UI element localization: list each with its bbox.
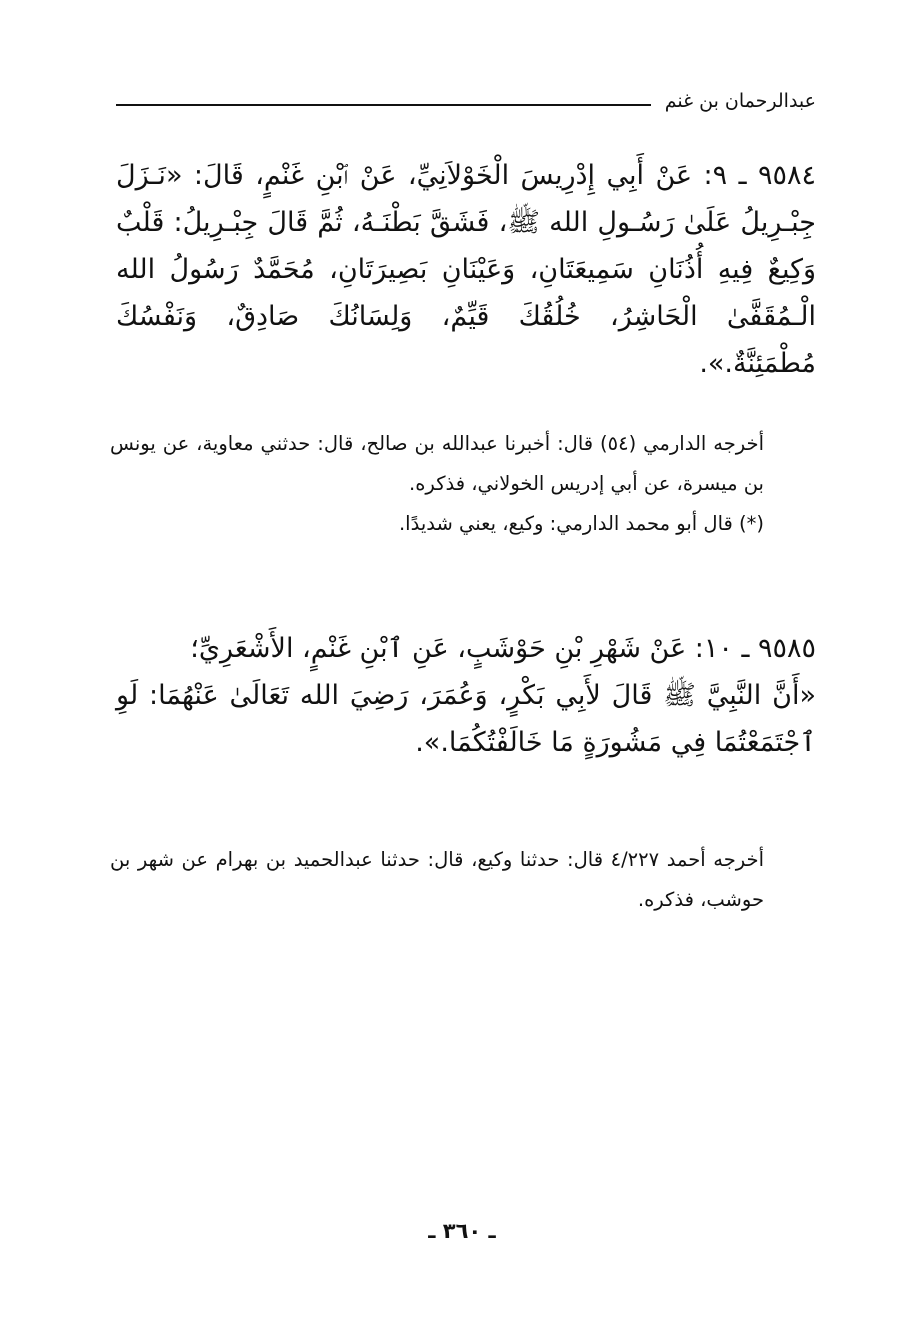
hadith-9585-text: «أَنَّ النَّبِيَّ ﷺ قَالَ لأَبِي بَكْرٍ، وَعُمَرَ، رَضِيَ الله تَعَالَىٰ عَنْهُمَا: لَوِ ٱجْتَمَعْتُمَا فِي مَشُورَةٍ مَا خَالَفْتُكُمَا.». [116,680,816,758]
page-number: ـ ٣٦٠ ـ [428,1219,496,1243]
hadith-9584-heading: ٩٥٨٤ ـ ٩: عَنْ أَبِي إِدْرِيسَ الْخَوْلاَنِيِّ، عَنْ ٱبْنِ غَنْمٍ، قَالَ: [193,160,816,191]
hadith-9584-body [116,152,816,387]
hadith-9584-text: «نَـزَلَ جِبْـرِيلُ عَلَىٰ رَسُـولِ الله ﷺ، فَشَقَّ بَطْنَـهُ، ثُمَّ قَالَ جِبْـرِيلُ: قَلْبٌ وَكِيعٌ فِيهِ أُذُنَانِ سَمِيعَتَانِ، وَعَيْنَانِ بَصِيرَتَانِ، مُحَمَّدٌ رَسُولُ الله الْـمُقَفَّىٰ الْحَاشِرُ، خُلُقُكَ قَيِّمٌ، وَلِسَانُكَ صَادِقٌ، وَنَفْسُكَ مُطْمَئِنَّةٌ.». [116,160,816,379]
hadith-9584 [116,152,816,387]
takhrij-9585 [110,840,816,920]
hadith-9585-heading: ٩٥٨٥ ـ ١٠: عَنْ شَهْرِ بْنِ حَوْشَبٍ، عَنِ ٱبْنِ غَنْمٍ، الأَشْعَرِيِّ؛ [190,633,816,664]
takhrij-9584-text: أخرجه الدارمي (٥٤) قال: أخبرنا عبدالله بن صالح، قال: حدثني معاوية، عن يونس بن ميسرة، عن أبي إدريس الخولاني، فذكره. [110,432,764,495]
header-rule [116,104,651,106]
takhrij-9584-note: (*) قال أبو محمد الدارمي: وكيع، يعني شديدًا. [398,512,764,535]
takhrij-9585-text: أخرجه أحمد ٤/٢٢٧ قال: حدثنا وكيع، قال: حدثنا عبدالحميد بن بهرام عن شهر بن حوشب، فذكره. [110,848,764,911]
takhrij-9584 [110,424,816,544]
running-header [116,88,816,128]
running-title: عبدالرحمان بن غنم [664,90,816,112]
hadith-9585 [116,625,816,766]
